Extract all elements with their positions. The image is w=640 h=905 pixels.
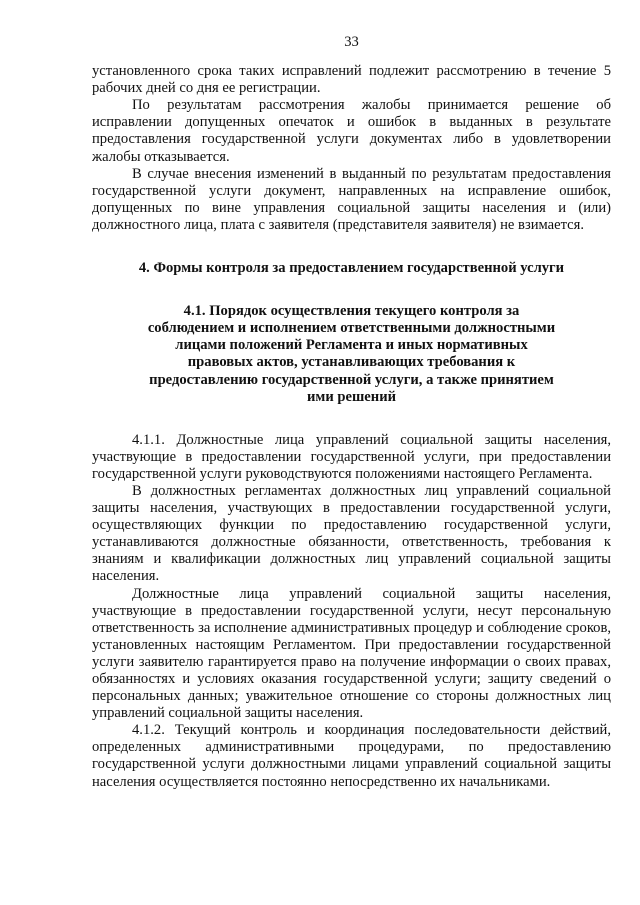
page-number: 33 [344, 34, 359, 50]
paragraph-no-fee: В случае внесения изменений в выданный по результатам предоставления государственной услуги документ, направленных на исправление ошибок, допущенных по вине управления социальной защиты населения и (или) должностного лица, плата с заявителя (представителя заявителя) не взимается. [92, 165, 611, 233]
paragraph-4-1-2: 4.1.2. Текущий контроль и координация последовательности действий, определенных административными процедурами, по предоставлению государственной услуги должностными лицами управлений социальной защиты населения осуществляется постоянно непосредственно их начальниками. [92, 722, 611, 790]
paragraph-personal-responsibility: Должностные лица управлений социальной защиты населения, участвующие в предоставлении государственной услуги, несут персональную ответственность за исполнение административных процедур и соблюдение сроков, установленных настоящим Регламентом. При предоставлении государственной услуги заявителю гарантируется право на получение информации о своих правах, обязанностях и условиях оказания государственной услуги; защиту сведений о персональных данных; уважительное отношение со стороны должностных лиц управлений социальной защиты населения. [92, 585, 611, 722]
paragraph-4-1-1: 4.1.1. Должностные лица управлений социальной защиты населения, участвующие в предоставлении государственной услуги, при предоставлении государственной услуги руководствуются положениями настоящего Регламента. [92, 431, 611, 482]
section-heading: 4. Формы контроля за предоставлением государственной услуги [138, 260, 565, 277]
subsection-heading-block [92, 303, 611, 406]
subsection-heading: 4.1. Порядок осуществления текущего контроля за соблюдением и исполнением ответственными должностными лицами положений Регламента и иных нормативных правовых актов, устанавливающих требования к предоставлению государственной услуги, а также принятием ими решений [147, 303, 556, 405]
paragraph-complaint-decision: По результатам рассмотрения жалобы принимается решение об исправлении допущенных опечаток и ошибок в выданных в результате предоставления государственной услуги документах либо в удовлетворении жалобы отказывается. [92, 97, 611, 165]
section-heading-block [92, 260, 611, 277]
document-page [92, 34, 611, 791]
paragraph-continuation: установленного срока таких исправлений подлежит рассмотрению в течение 5 рабочих дней со дня ее регистрации. [92, 63, 611, 97]
paragraph-job-regulations: В должностных регламентах должностных лиц управлений социальной защиты населения, участвующих в предоставлении государственной услуги, осуществляющих функции по предоставлению государственной услуги, устанавливаются должностные обязанности, ответственность, требования к знаниям и квалификации должностных лиц управлений социальной защиты населения. [92, 482, 611, 585]
